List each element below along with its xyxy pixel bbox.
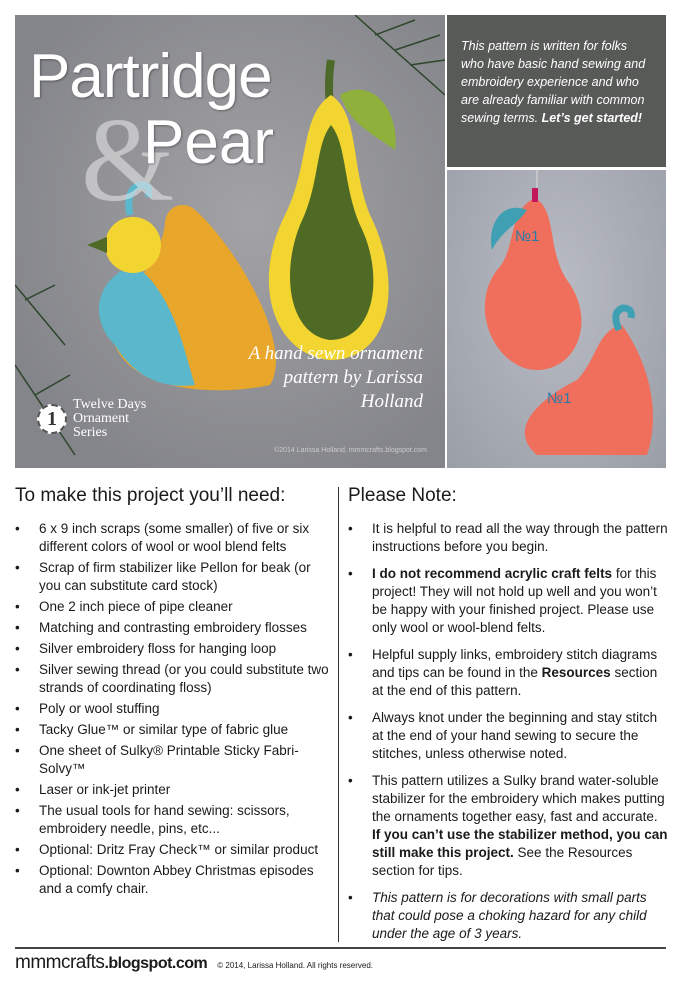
column-divider [338, 487, 339, 942]
list-item: • Optional: Dritz Fray Check™ or similar product [15, 841, 335, 859]
bird-number-label: №1 [547, 390, 572, 407]
supplies-heading: To make this project you’ll need: [15, 485, 286, 506]
series-number: 1 [37, 404, 67, 434]
note-text: This pattern utilizes a Sulky brand water-soluble stabilizer for the embroidery which makes putting the ornaments together easy, fast and accurate. [372, 773, 665, 824]
list-item: • Poly or wool stuffing [15, 700, 335, 718]
notes-heading: Please Note: [348, 485, 457, 506]
list-item: • One 2 inch piece of pipe cleaner [15, 598, 335, 616]
list-item [348, 709, 668, 763]
list-item: • The usual tools for hand sewing: scissors, embroidery needle, pins, etc... [15, 802, 335, 838]
ornament-photo [447, 170, 666, 468]
list-item: • Optional: Downton Abbey Christmas episodes and a comfy chair. [15, 862, 335, 898]
list-item [348, 520, 668, 556]
intro-box [447, 15, 666, 167]
footer-rule [15, 947, 666, 949]
series-badge [37, 398, 158, 440]
list-item: • Scrap of firm stabilizer like Pellon for beak (or you can substitute card stock) [15, 559, 335, 595]
cover-title-line2: Pear [143, 108, 274, 177]
footer-brand [15, 952, 207, 974]
list-item: • Silver sewing thread (or you could substitute two strands of coordinating floss) [15, 661, 335, 697]
list-item [348, 565, 668, 637]
note-text: for this project! They will not hold up well and you won’t be happy with your finished project. Please use only wool or wool-blend felts. [372, 566, 657, 635]
pink-ornaments-illustration [447, 170, 666, 468]
note-text: Helpful supply links, embroidery stitch diagrams and tips can be found in the [372, 647, 658, 680]
note-bold: Resources [541, 665, 611, 680]
note-text: It is helpful to read all the way through the pattern instructions before you begin. [372, 521, 668, 554]
list-item: • Tacky Glue™ or similar type of fabric glue [15, 721, 335, 739]
pear-number-label: №1 [515, 228, 540, 245]
supplies-list [15, 520, 335, 901]
cover-ampersand: & [81, 93, 175, 226]
note-bold: If you can’t use the stabilizer method, you can still make this project. [372, 827, 668, 860]
note-text: Always knot under the beginning and stay stitch at the end of your hand sewing to secure the stitches, unless otherwise noted. [372, 710, 658, 761]
brand-bold: .blogspot.com [104, 955, 208, 972]
cover-credit: ©2014 Larissa Holland, mmmcrafts.blogspot.com [274, 447, 427, 454]
cover-image [15, 15, 445, 468]
note-text: This pattern is for decorations with small parts that could pose a choking hazard for any child under the age of 3 years. [372, 890, 647, 941]
brand-light: mmmcrafts [15, 952, 105, 973]
list-item: • Matching and contrasting embroidery flosses [15, 619, 335, 637]
note-bold: I do not recommend acrylic craft felts [372, 566, 613, 581]
list-item: • 6 x 9 inch scraps (some smaller) of five or six different colors of wool or wool blend felts [15, 520, 335, 556]
cover-subtitle: A hand sewn ornament pattern by Larissa Holland [248, 343, 423, 412]
list-item: • Laser or ink-jet printer [15, 781, 335, 799]
list-item: • One sheet of Sulky® Printable Sticky Fabri-Solvy™ [15, 742, 335, 778]
footer-copyright: © 2014, Larissa Holland. All rights reserved. [217, 961, 374, 970]
list-item [348, 772, 668, 880]
list-item: • Silver embroidery floss for hanging loop [15, 640, 335, 658]
notes-list [348, 520, 668, 952]
list-item [348, 889, 668, 943]
cover-title-line1: Partridge [29, 42, 272, 111]
series-label: Twelve Days Ornament Series [73, 397, 147, 440]
intro-emphasis: Let’s get started! [541, 111, 643, 125]
intro-text: This pattern is written for folks who have basic hand sewing and embroidery experience and who are already familiar with common sewing terms. [461, 39, 646, 125]
note-text: section at the end of this pattern. [372, 665, 658, 698]
note-text: See the Resources section for tips. [372, 845, 633, 878]
list-item [348, 646, 668, 700]
footer [15, 952, 373, 974]
